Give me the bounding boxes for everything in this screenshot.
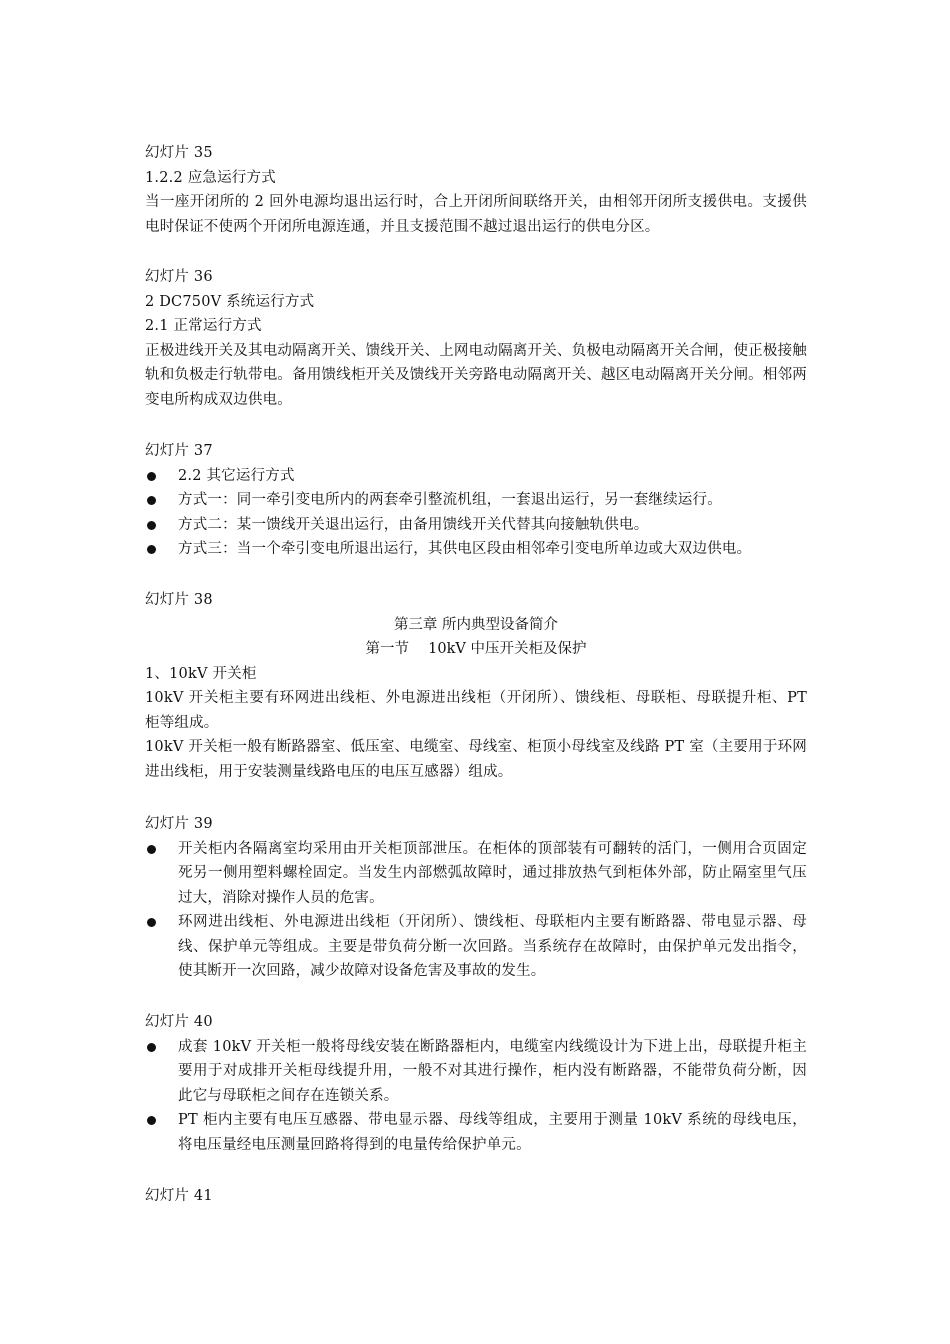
chapter-title: 第三章 所内典型设备简介 — [393, 616, 559, 633]
slide-41-header: 幻灯片 41 — [145, 1188, 213, 1204]
bullet-dot-icon — [147, 545, 156, 554]
bullet-dot-icon — [147, 845, 156, 854]
slide-37-bullet-item — [145, 537, 807, 562]
slide-40-header: 幻灯片 40 — [145, 1014, 213, 1030]
slide-39-header: 幻灯片 39 — [145, 816, 213, 832]
bullet-dot-icon — [147, 1043, 156, 1052]
slide-36-heading-2: 2.1 正常运行方式 — [145, 318, 262, 334]
slide-37-bullet-item — [145, 513, 807, 538]
slide-38-block — [145, 588, 807, 784]
slide-37-block — [145, 439, 807, 562]
bullet-dot-icon — [147, 1116, 156, 1125]
slide-41-block — [145, 1184, 807, 1209]
slide-35-heading: 1.2.2 应急运行方式 — [145, 169, 276, 186]
slide-38-paragraph-1: 10kV 开关柜主要有环网进出线柜、外电源进出线柜（开闭所）、馈线柜、母联柜、母联提升柜、PT 柜等组成。 — [145, 690, 807, 731]
slide-40-bullet-item — [145, 1108, 807, 1157]
slide-36-paragraph: 正极进线开关及其电动隔离开关、馈线开关、上网电动隔离开关、负极电动隔离开关合闸，使正极接触轨和负极走行轨带电。备用馈线柜开关及馈线开关旁路电动隔离开关、越区电动隔离开关分闸。相邻两变电所构成双边供电。 — [145, 342, 807, 408]
slide-39-block — [145, 812, 807, 984]
slide-36-heading-1: 2 DC750V 系统运行方式 — [145, 293, 315, 310]
slide-37-bullet-text: 方式三：当一个牵引变电所退出运行，其供电区段由相邻牵引变电所单边或大双边供电。 — [178, 541, 752, 557]
bullet-dot-icon — [147, 521, 156, 530]
slide-40-block — [145, 1010, 807, 1157]
slide-37-bullet-text: 方式一：同一牵引变电所内的两套牵引整流机组，一套退出运行，另一套继续运行。 — [178, 492, 722, 508]
slide-37-bullet-item — [145, 488, 807, 513]
bullet-dot-icon — [147, 496, 156, 505]
slide-39-bullet-text: 开关柜内各隔离室均采用由开关柜顶部泄压。在柜体的顶部装有可翻转的活门，一侧用合页固定死另一侧用塑料螺栓固定。当发生内部燃弧故障时，通过排放热气到柜体外部，防止隔室里气压过大，消除对操作人员的危害。 — [178, 840, 807, 906]
slide-35-paragraph: 当一座开闭所的 2 回外电源均退出运行时，合上开闭所间联络开关，由相邻开闭所支援供电。支援供电时保证不使两个开闭所电源连通，并且支援范围不越过退出运行的供电分区。 — [145, 194, 807, 235]
slide-38-header: 幻灯片 38 — [145, 592, 213, 608]
slide-40-bullet-item — [145, 1035, 807, 1109]
slide-38-paragraph-2: 10kV 开关柜一般有断路器室、低压室、电缆室、母线室、柜顶小母线室及线路 PT 室（主要用于环网进出线柜，用于安装测量线路电压的电压互感器）组成。 — [145, 739, 807, 780]
slide-39-bullet-item — [145, 910, 807, 984]
slide-38-item-heading: 1、10kV 开关柜 — [145, 665, 257, 682]
slide-37-bullet-text: 2.2 其它运行方式 — [178, 467, 295, 484]
slide-40-bullet-text: 成套 10kV 开关柜一般将母线安装在断路器柜内，电缆室内线缆设计为下进上出，母联提升柜主要用于对成排开关柜母线提升用，一般不对其进行操作，柜内没有断路器，不能带负荷分断，因此它与母联柜之间存在连锁关系。 — [178, 1038, 807, 1104]
slide-35-block — [145, 141, 807, 239]
slide-36-header: 幻灯片 36 — [145, 269, 213, 285]
slide-37-header: 幻灯片 37 — [145, 443, 213, 459]
slide-35-header: 幻灯片 35 — [145, 145, 213, 161]
slide-40-bullet-text: PT 柜内主要有电压互感器、带电显示器、母线等组成，主要用于测量 10kV 系统的母线电压，将电压量经电压测量回路将得到的电量传给保护单元。 — [178, 1112, 807, 1153]
slide-37-bullet-text: 方式二：某一馈线开关退出运行，由备用馈线开关代替其向接触轨供电。 — [178, 516, 649, 533]
slide-37-bullet-item — [145, 464, 807, 489]
slide-39-bullet-item — [145, 837, 807, 911]
slide-36-block — [145, 265, 807, 412]
section-title: 第一节 10kV 中压开关柜及保护 — [365, 641, 587, 657]
slide-39-bullet-text: 环网进出线柜、外电源进出线柜（开闭所）、馈线柜、母联柜内主要有断路器、带电显示器、母线、保护单元等组成。主要是带负荷分断一次回路。当系统存在故障时，由保护单元发出指令，使其断开一次回路，减少故障对设备危害及事故的发生。 — [178, 914, 807, 979]
bullet-dot-icon — [147, 918, 156, 927]
bullet-dot-icon — [147, 472, 156, 481]
